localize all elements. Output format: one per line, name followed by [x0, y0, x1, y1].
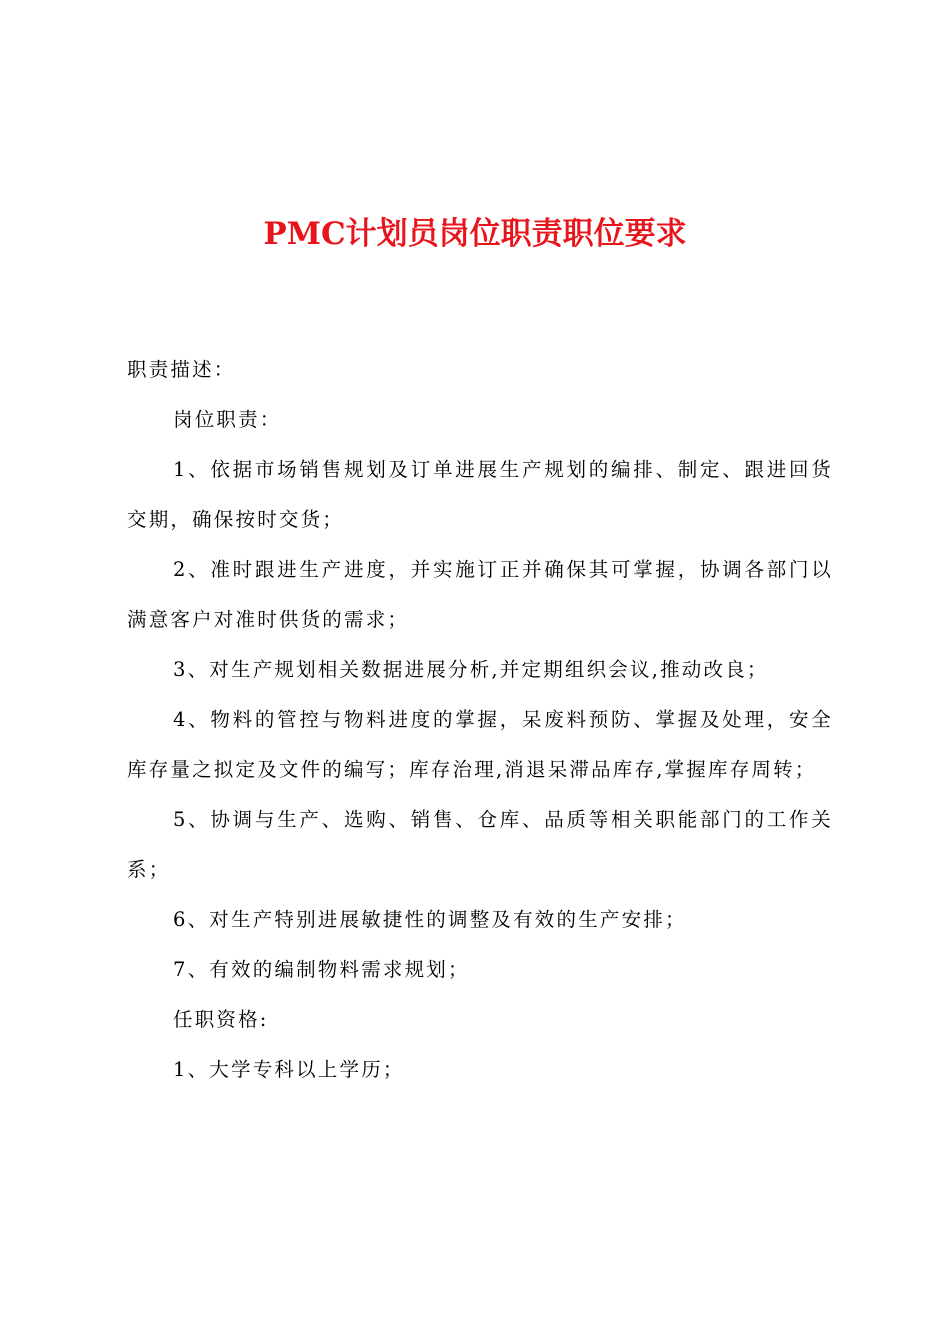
duty-item: 6、对生产特别进展敏捷性的调整及有效的生产安排； [173, 908, 687, 931]
duty-item: 2、准时跟进生产进度，并实施订正并确保其可掌握，协调各部门以满意客户对准时供货的需求； [127, 558, 833, 631]
duty-item: 5、协调与生产、选购、销售、仓库、品质等相关职能部门的工作关系； [127, 808, 833, 881]
requirement-item: 1、大学专科以上学历； [173, 1058, 405, 1081]
document-title: PMC计划员岗位职责职位要求 [263, 216, 687, 252]
duty-item: 3、对生产规划相关数据进展分析,并定期组织会议,推动改良； [173, 658, 769, 681]
duties-heading: 岗位职责： [173, 408, 282, 431]
document-body [127, 345, 833, 1095]
requirements-heading: 任职资格: [173, 1008, 269, 1031]
duty-item: 7、有效的编制物料需求规划； [173, 958, 470, 981]
duty-item: 4、物料的管控与物料进度的掌握，呆废料预防、掌握及处理，安全库存量之拟定及文件的编写；库存治理,消退呆滞品库存,掌握库存周转； [127, 708, 833, 781]
section-heading: 职责描述： [127, 358, 236, 381]
duty-item: 1、依据市场销售规划及订单进展生产规划的编排、制定、跟进回货交期，确保按时交货； [127, 458, 833, 531]
